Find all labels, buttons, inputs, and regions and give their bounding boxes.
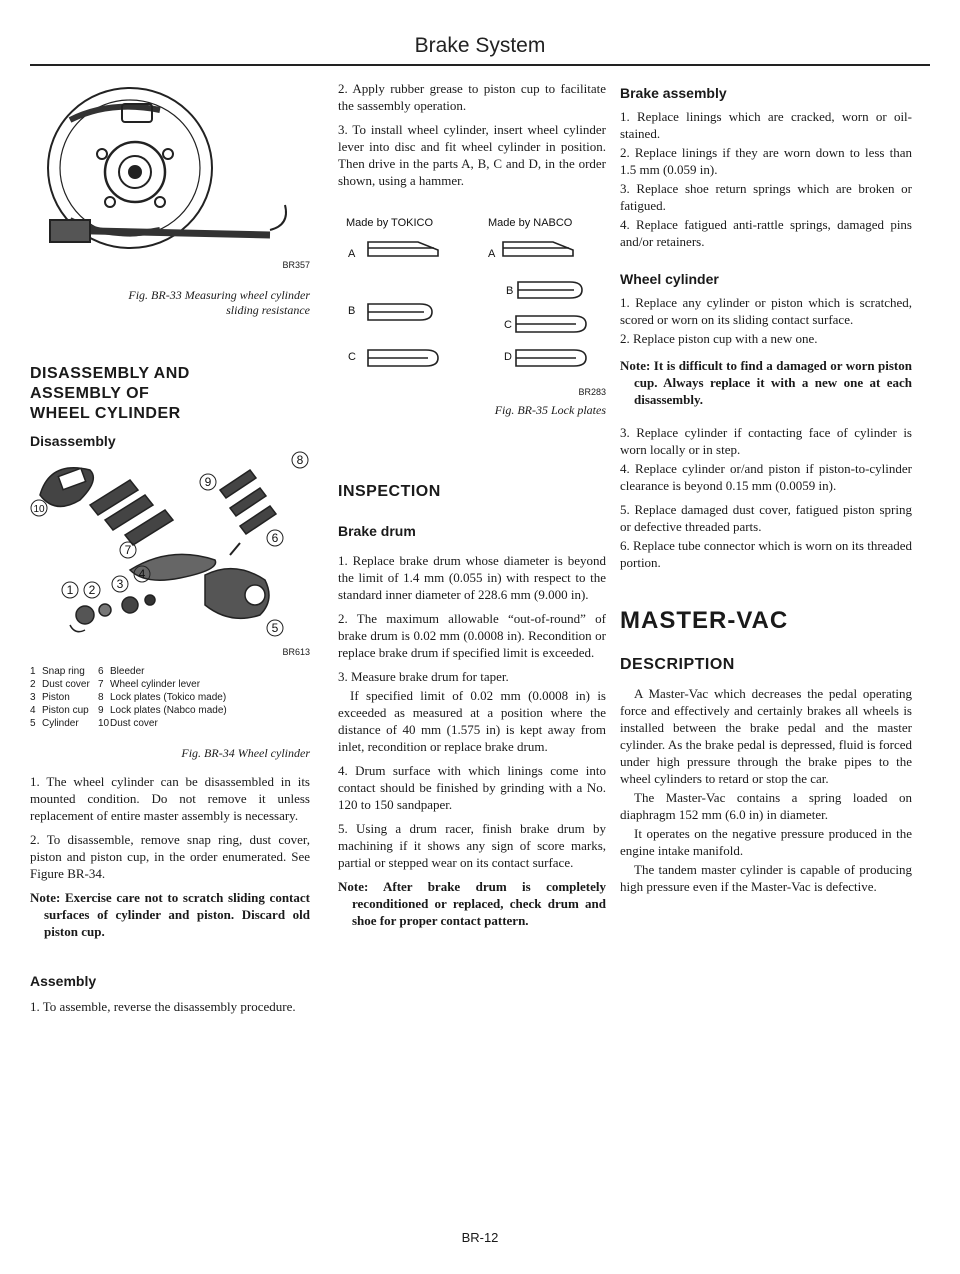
callout-6: 6	[271, 531, 279, 545]
legend-text: Cylinder	[42, 718, 79, 729]
legend-num: 9	[98, 705, 104, 716]
tokico-letter-a: A	[348, 248, 356, 260]
brake-assembly-heading: Brake assembly	[620, 85, 727, 101]
callout-8: 8	[296, 453, 304, 467]
fig33-caption-line1: Fig. BR-33 Measuring wheel cylinder	[128, 288, 310, 302]
col2-para-2: 2. Apply rubber grease to piston cup to facilitate the sassembly operation.	[338, 81, 606, 113]
disassembly-para-1: 1. The wheel cylinder can be disassembled in its mounted condition. Do not remove it unless replacement of entire master assembly is necessary.	[30, 774, 310, 823]
legend-num: 2	[30, 679, 36, 690]
legend-text: Wheel cylinder lever	[110, 679, 201, 690]
callout-3: 3	[116, 577, 124, 591]
description-para-3: It operates on the negative pressure produced in the engine intake manifold.	[620, 826, 912, 858]
description-heading: DESCRIPTION	[620, 656, 735, 673]
tokico-letter-c: C	[348, 351, 356, 363]
inspection-heading: INSPECTION	[338, 483, 441, 500]
wheel-cylinder-note: Note: It is difficult to find a damaged or worn piston cup. Always replace it with a new one at each disassembly.	[620, 358, 912, 407]
disassembly-note: Note: Exercise care not to scratch sliding contact surfaces of cylinder and piston. Discard old piston cup.	[30, 890, 310, 939]
brake-assembly-para-3: 3. Replace shoe return springs which are broken or fatigued.	[620, 181, 912, 213]
brake-drum-para-1: 1. Replace brake drum whose diameter is beyond the limit of 1.4 mm (0.055 in) with respect to the standard inner diameter of 228.6 mm (9.000 in).	[338, 553, 606, 602]
brake-drum-heading: Brake drum	[338, 523, 416, 539]
label-nabco: Made by NABCO	[488, 217, 573, 229]
brake-drum-para-2: 2. The maximum allowable “out-of-round” of brake drum is 0.02 mm (0.0008 in). Recondition or replace brake drum if specified limit is exceeded.	[338, 611, 606, 660]
brake-assembly-para-1: 1. Replace linings which are cracked, worn or oil-stained.	[620, 109, 912, 141]
wheel-cylinder-para-6: 6. Replace tube connector which is worn on its threaded portion.	[620, 538, 912, 570]
col2-para-3: 3. To install wheel cylinder, insert wheel cylinder lever into disc and fit wheel cylinder in position. Then drive in the parts A, B, C and D, in the order shown, using a hammer.	[338, 122, 606, 188]
legend-num: 8	[98, 692, 104, 703]
brake-assembly-para-2: 2. Replace linings if they are worn down to less than 1.5 mm (0.059 in).	[620, 145, 912, 177]
page-title: Brake System	[414, 34, 546, 57]
callout-10: 10	[33, 504, 45, 515]
callout-9: 9	[204, 475, 212, 489]
legend-num: 5	[30, 718, 36, 729]
legend-text: Dust cover	[42, 679, 90, 690]
description-para-2: The Master-Vac contains a spring loaded on diaphragm 152 mm (6.0 in) in diameter.	[620, 790, 912, 822]
legend-num: 7	[98, 679, 104, 690]
brake-drum-para-3: 3. Measure brake drum for taper.	[338, 669, 509, 684]
nabco-letter-c: C	[504, 319, 512, 331]
legend-text: Lock plates (Tokico made)	[110, 692, 227, 703]
header-rule	[30, 64, 930, 66]
nabco-letter-a: A	[488, 248, 496, 260]
brake-backing-plate-illustration	[30, 80, 310, 265]
fig35-code: BR283	[578, 387, 606, 397]
legend-num: 10	[98, 718, 110, 729]
disassembly-heading-line3: WHEEL CYLINDER	[30, 405, 181, 422]
label-tokico: Made by TOKICO	[346, 217, 434, 229]
legend-text: Bleeder	[110, 666, 145, 677]
nabco-letter-b: B	[506, 285, 514, 297]
legend-text: Piston	[42, 692, 70, 703]
disassembly-heading-line2: ASSEMBLY OF	[30, 385, 150, 402]
legend-num: 1	[30, 666, 36, 677]
nabco-letter-d: D	[504, 351, 512, 363]
brake-drum-para-3b: If specified limit of 0.02 mm (0.0008 in) is exceeded as measured at a position where the distance of 40 mm (1.575 in) is kept away from inlet, recondition or replace brake drum.	[338, 688, 606, 754]
fig34-code: BR613	[282, 647, 310, 657]
legend-num: 4	[30, 705, 36, 716]
description-para-4: The tandem master cylinder is capable of producing high pressure even if the Master-Vac is defective.	[620, 862, 912, 894]
page-header	[0, 0, 960, 72]
wheel-cylinder-para-3: 3. Replace cylinder if contacting face of cylinder is worn locally or in step.	[620, 425, 912, 457]
callout-1: 1	[66, 583, 74, 597]
description-para-1: A Master-Vac which decreases the pedal operating force and effectively and certainly brakes all wheels is installed between the brake pedal and the master cylinder. As the brake pedal is depressed, fluid is forced under high pressure through the brake pipes to the wheel cylinders to retard or stop the car.	[620, 686, 912, 786]
callout-7: 7	[124, 543, 132, 557]
fig33-code: BR357	[282, 260, 310, 270]
brake-drum-para-4: 4. Drum surface with which linings come into contact should be finished by grinding with a No. 120 to 150 sandpaper.	[338, 763, 606, 812]
fig35-caption: Fig. BR-35 Lock plates	[494, 403, 606, 417]
tokico-letter-b: B	[348, 305, 356, 317]
callout-2: 2	[88, 583, 96, 597]
legend-num: 3	[30, 692, 36, 703]
legend-text: Lock plates (Nabco made)	[110, 705, 227, 716]
disassembly-para-2: 2. To disassemble, remove snap ring, dust cover, piston and piston cup, in the order enumerated. See Figure BR-34.	[30, 832, 310, 881]
disassembly-heading-line1: DISASSEMBLY AND	[30, 365, 190, 382]
assembly-subheading: Assembly	[30, 973, 97, 989]
wheel-cylinder-exploded-illustration	[30, 450, 310, 650]
wheel-cylinder-para-5: 5. Replace damaged dust cover, fatigued piston spring or defective threaded parts.	[620, 502, 912, 534]
column-middle	[338, 80, 606, 936]
column-left	[30, 80, 310, 1022]
disassembly-subheading: Disassembly	[30, 433, 116, 449]
brake-assembly-para-4: 4. Replace fatigued anti-rattle springs, damaged pins and/or retainers.	[620, 217, 912, 249]
legend-text: Dust cover	[110, 718, 158, 729]
master-vac-heading: MASTER-VAC	[620, 607, 789, 634]
column-right	[620, 80, 912, 902]
callout-4: 4	[138, 567, 146, 581]
assembly-para: 1. To assemble, reverse the disassembly procedure.	[30, 999, 296, 1014]
brake-drum-note: Note: After brake drum is completely reconditioned or replaced, check drum and shoe for proper contact pattern.	[338, 879, 606, 928]
legend-text: Piston cup	[42, 705, 89, 716]
fig34-caption: Fig. BR-34 Wheel cylinder	[181, 746, 310, 760]
wheel-cylinder-heading: Wheel cylinder	[620, 271, 719, 287]
wheel-cylinder-para-2: 2. Replace piston cup with a new one.	[620, 331, 818, 346]
fig34-legend	[30, 665, 310, 730]
lock-plates-illustration	[338, 212, 606, 382]
fig33-caption-line2: sliding resistance	[226, 303, 310, 317]
callout-5: 5	[271, 621, 279, 635]
page-number: BR-12	[461, 1230, 499, 1245]
wheel-cylinder-para-1: 1. Replace any cylinder or piston which is scratched, scored or worn on its sliding contact surface.	[620, 295, 912, 327]
brake-drum-para-5: 5. Using a drum racer, finish brake drum by machining if it shows any sign of score marks, partial or stepped wear on its contact surface.	[338, 821, 606, 870]
wheel-cylinder-para-4: 4. Replace cylinder or/and piston if piston-to-cylinder clearance is beyond 0.15 mm (0.0059 in).	[620, 461, 912, 493]
legend-text: Snap ring	[42, 666, 85, 677]
legend-num: 6	[98, 666, 104, 677]
